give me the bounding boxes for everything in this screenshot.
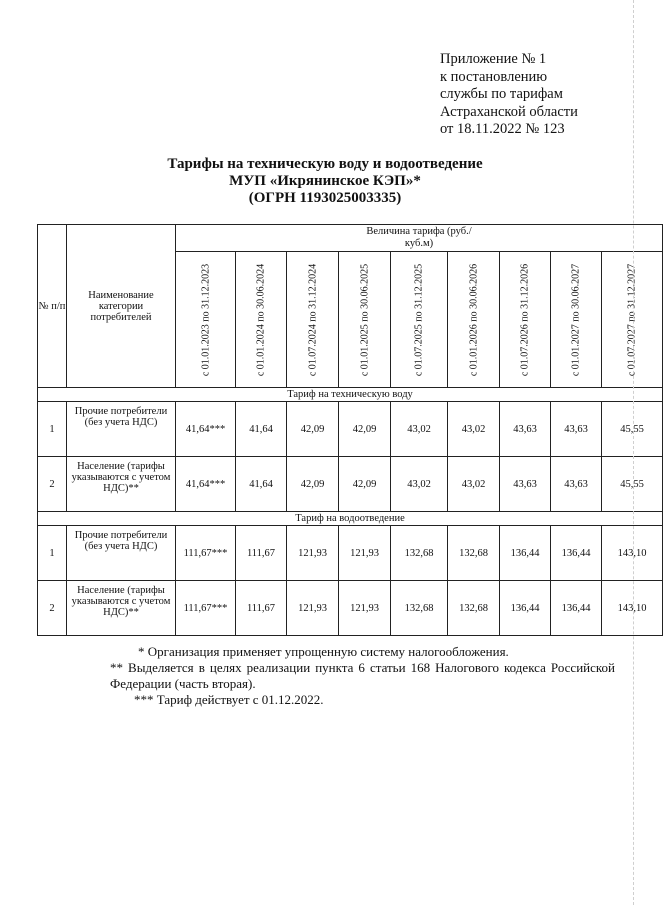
tariff-value: 41,64*** [176, 402, 236, 457]
appendix-line: к постановлению [440, 68, 548, 85]
section-title-wastewater: Тариф на водоотведение [38, 512, 663, 526]
tariff-value: 143,10 [602, 526, 663, 581]
header-period: с 01.01.2024 по 30.06.2024 [236, 252, 287, 388]
appendix-block [440, 51, 630, 139]
tariff-value: 43,63 [551, 457, 602, 512]
tariff-value: 43,63 [500, 457, 551, 512]
tariff-value: 43,02 [391, 457, 448, 512]
document-title [0, 156, 640, 207]
tariff-value: 132,68 [448, 581, 500, 636]
table-row [38, 581, 663, 636]
tariff-value: 42,09 [287, 457, 339, 512]
header-period: с 01.07.2027 по 31.12.2027 [602, 252, 663, 388]
tariff-value: 111,67*** [176, 581, 236, 636]
header-period: с 01.01.2026 по 30.06.2026 [448, 252, 500, 388]
tariff-value: 41,64 [236, 402, 287, 457]
header-period: с 01.07.2024 по 31.12.2024 [287, 252, 339, 388]
header-number: № п/п [38, 225, 67, 388]
title-line: (ОГРН 1193025003335) [248, 190, 402, 206]
header-period: с 01.07.2026 по 31.12.2026 [500, 252, 551, 388]
tariff-value: 136,44 [551, 581, 602, 636]
tariff-value: 143,10 [602, 581, 663, 636]
title-line: Тарифы на техническую воду и водоотведение [167, 156, 483, 172]
header-period: с 01.01.2023 по 31.12.2023 [176, 252, 236, 388]
section-title-technical-water: Тариф на техническую воду [38, 388, 663, 402]
appendix-line: службы по тарифам [440, 86, 563, 102]
tariff-table [37, 224, 663, 636]
tariff-value: 43,63 [551, 402, 602, 457]
footnote-1: * Организация применяет упрощенную систему налогообложения. [138, 644, 509, 659]
header-category: Наименование категории потребителей [67, 225, 176, 388]
tariff-value: 121,93 [287, 581, 339, 636]
tariff-value: 121,93 [339, 581, 391, 636]
header-tariff-value [176, 225, 663, 252]
row-category: Прочие потребители (без учета НДС) [67, 526, 176, 581]
tariff-value: 132,68 [391, 526, 448, 581]
scan-edge-divider [629, 0, 634, 905]
appendix-line: Приложение № 1 [440, 51, 547, 67]
header-period: с 01.01.2025 по 30.06.2025 [339, 252, 391, 388]
row-category: Население (тарифы указываются с учетом НДС)** [67, 457, 176, 512]
row-number: 1 [38, 402, 67, 457]
header-period: с 01.01.2027 по 30.06.2027 [551, 252, 602, 388]
tariff-value: 121,93 [287, 526, 339, 581]
tariff-value: 41,64*** [176, 457, 236, 512]
tariff-value: 136,44 [551, 526, 602, 581]
tariff-value: 41,64 [236, 457, 287, 512]
row-category: Прочие потребители (без учета НДС) [67, 402, 176, 457]
tariff-value: 136,44 [500, 581, 551, 636]
tariff-value: 43,02 [448, 457, 500, 512]
tariff-value: 43,02 [448, 402, 500, 457]
tariff-value: 43,02 [391, 402, 448, 457]
footnotes [110, 644, 615, 708]
header-tariff-value-label: Величина тарифа (руб./куб.м) [366, 226, 472, 249]
tariff-value: 111,67 [236, 526, 287, 581]
row-category: Население (тарифы указываются с учетом НДС)** [67, 581, 176, 636]
table-row [38, 402, 663, 457]
footnote-2: ** Выделяется в целях реализации пункта 6 статьи 168 Налогового кодекса Российской Федерации (часть вторая). [110, 660, 615, 691]
row-number: 2 [38, 457, 67, 512]
tariff-value: 121,93 [339, 526, 391, 581]
row-number: 2 [38, 581, 67, 636]
tariff-value: 111,67*** [176, 526, 236, 581]
tariff-value: 43,63 [500, 402, 551, 457]
tariff-value: 132,68 [391, 581, 448, 636]
table-row [38, 457, 663, 512]
header-period: с 01.07.2025 по 31.12.2025 [391, 252, 448, 388]
tariff-value: 45,55 [602, 402, 663, 457]
title-line: МУП «Икрянинское КЭП»* [229, 173, 421, 189]
row-number: 1 [38, 526, 67, 581]
tariff-value: 42,09 [339, 457, 391, 512]
tariff-value: 136,44 [500, 526, 551, 581]
footnote-3: *** Тариф действует с 01.12.2022. [134, 692, 324, 707]
appendix-line: от 18.11.2022 № 123 [440, 121, 565, 137]
tariff-value: 45,55 [602, 457, 663, 512]
appendix-line: Астраханской области [440, 103, 578, 120]
table-row [38, 526, 663, 581]
tariff-value: 111,67 [236, 581, 287, 636]
tariff-value: 42,09 [287, 402, 339, 457]
tariff-value: 42,09 [339, 402, 391, 457]
tariff-value: 132,68 [448, 526, 500, 581]
